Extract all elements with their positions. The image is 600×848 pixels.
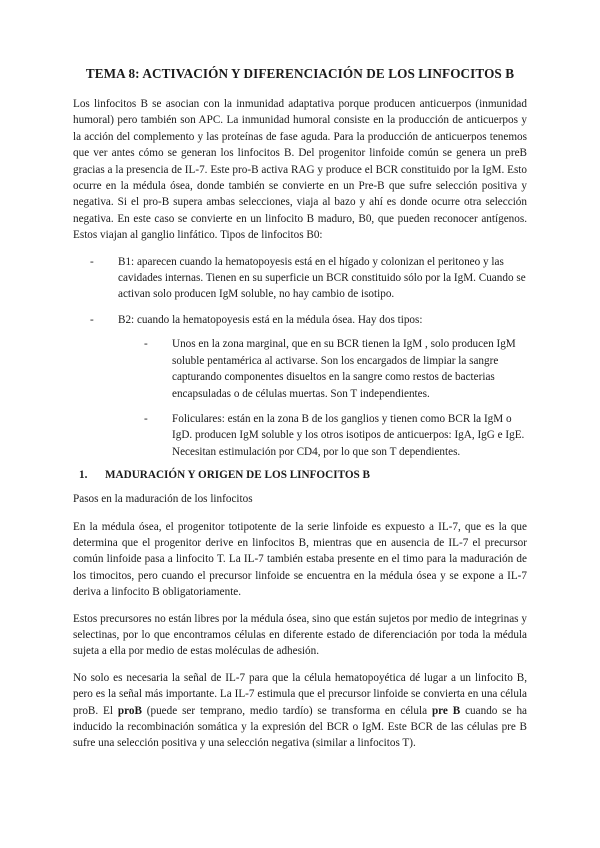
b0-types-list	[73, 254, 527, 460]
bullet-dash: -	[90, 255, 94, 268]
bold-term-prob: proB	[117, 704, 142, 717]
intro-paragraph: Los linfocitos B se asocian con la inmunidad adaptativa porque producen anticuerpos (inmunidad humoral) pero también son APC. La inmunidad humoral consiste en la producción de anticuerpos y la acción del complemento y las proteínas de fase aguda. Para la producción de anticuerpos tenemos que ver antes cómo se generan los linfocitos B. Del progenitor linfoide común se genera un preB gracias a la presencia de IL-7. Este pro-B activa RAG y produce el BCR constituido por la IgM. Esto ocurre en la médula ósea, donde también se convierte en un Pre-B que sufre selección positiva y negativa. Si el pro-B supera ambas selecciones, viaja al bazo y ahí es donde ocurre otra selección negativa. En este caso se convierte en un linfocito B maduro, B0, que pueden reconocer antígenos. Estos viajan al ganglio linfático. Tipos de linfocitos B0:	[73, 98, 527, 242]
list-item-b2	[73, 312, 527, 460]
list-item-b1	[73, 254, 527, 303]
section-title: MADURACIÓN Y ORIGEN DE LOS LINFOCITOS B	[105, 469, 371, 482]
sublist-item-text: Foliculares: están en la zona B de los ganglios y tienen como BCR la IgM o IgD. producen IgM soluble y los otros isotipos de anticuerpos: IgA, IgG e IgE. Necesitan estimulación por CD4, por lo que son T dependientes.	[172, 412, 525, 458]
paragraph-il7	[73, 670, 527, 752]
text-run: No solo es necesaria la señal de IL-7 para que la célula hematopoyética dé lugar a un linfocito B, pero es la señal más importante. La IL-7 estimula que el precursor linfoide se convierta en una célula proB. El	[73, 671, 527, 717]
bullet-dash: -	[90, 313, 94, 326]
list-item-text: B2: cuando la hematopoyesis está en la médula ósea. Hay dos tipos:	[118, 313, 423, 326]
document-title: TEMA 8: ACTIVACIÓN Y DIFERENCIACIÓN DE LOS LINFOCITOS B	[85, 66, 515, 81]
bullet-dash: -	[144, 412, 148, 425]
paragraph-precursores: Estos precursores no están libres por la médula ósea, sino que están sujetos por medio de integrinas y selectinas, por lo que encontramos células en diferente estado de diferenciación por toda la médula sujeta a ella por medio de estas moléculas de adhesión.	[73, 612, 527, 658]
b2-subtypes-list	[118, 336, 527, 460]
list-item-text: B1: aparecen cuando la hematopoyesis está en el hígado y colonizan el peritoneo y las cavidades internas. Tienen en su superficie un BCR constituido sólo por la IgM. Cuando se activan solo producen IgM soluble, no hay cambio de isotipo.	[118, 255, 526, 301]
bold-term-preb: pre B	[431, 704, 461, 717]
section-number: 1.	[79, 469, 88, 482]
sublist-item-follicular	[144, 411, 527, 460]
section-heading	[73, 469, 527, 481]
text-run: cuando se ha inducido la recombinación somática y la expresión del BCR o IgM. Este BCR de las células pre B sufre una selección positiva y una selección negativa (similar a linfocitos T).	[73, 704, 528, 750]
sublist-item-text: Unos en la zona marginal, que en su BCR tienen la IgM , solo producen IgM soluble pentamérica al activarse. Son los encargados de limpiar la sangre capturando componentes disueltos en la sangre como restos de bacterias encapsuladas o de células muertas. Son T independientes.	[172, 338, 516, 400]
subheading: Pasos en la maduración de los linfocitos	[73, 493, 253, 506]
paragraph-medula: En la médula ósea, el progenitor totipotente de la serie linfoide es expuesto a IL-7, que es la que determina que el progenitor derive en linfocitos B, mientras que en ausencia de IL-7 el precursor común linfoide pasa a linfocito T. La IL-7 también estaba presente en el timo para la maduración de los timocitos, pero cuando el precursor linfoide se encuentra en la médula ósea y se expone a IL-7 deriva a linfocito B obligatoriamente.	[73, 520, 527, 599]
bullet-dash: -	[144, 338, 148, 351]
text-run: (puede ser temprano, medio tardío) se transforma en célula	[141, 704, 432, 717]
sublist-item-marginal	[144, 336, 527, 402]
